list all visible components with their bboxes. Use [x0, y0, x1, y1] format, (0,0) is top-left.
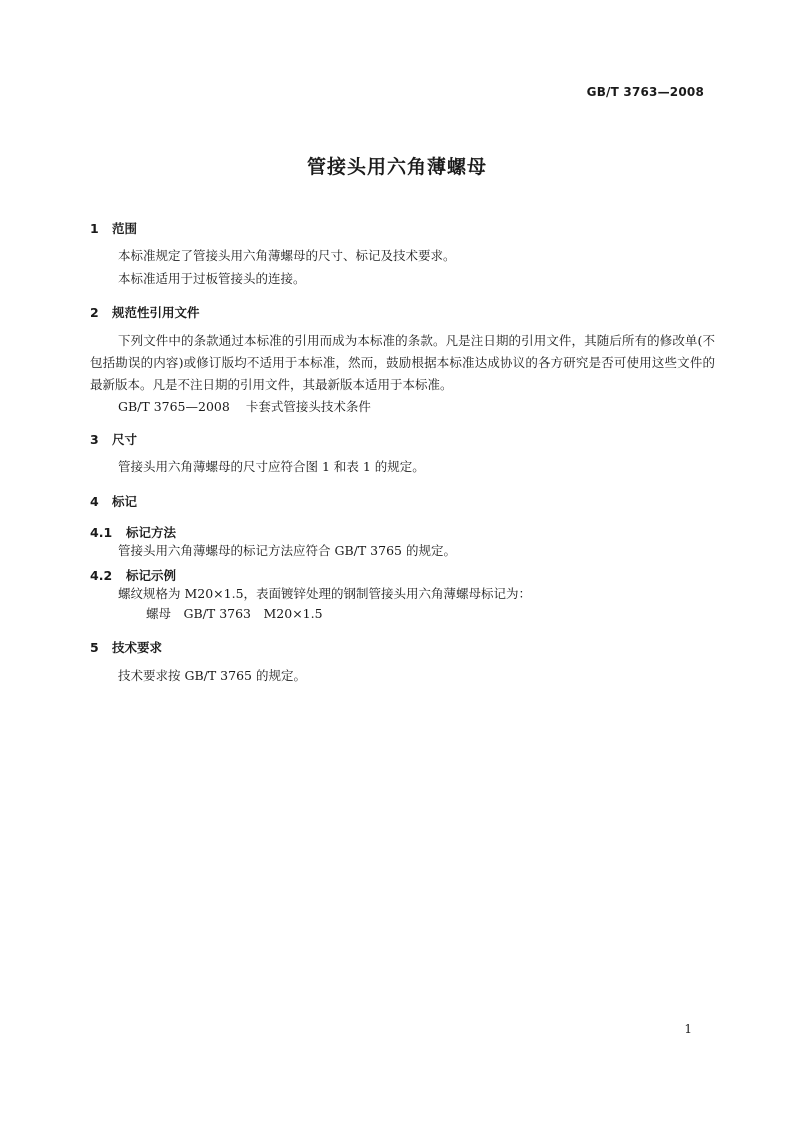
- subsection-4-2-paragraph: 螺纹规格为 M20×1.5，表面镀锌处理的钢制管接头用六角薄螺母标记为：: [118, 586, 532, 601]
- section-number: 5: [90, 640, 99, 655]
- section-title: 范围: [112, 221, 138, 236]
- section-4-heading: [90, 492, 137, 510]
- section-3-paragraph: 管接头用六角薄螺母的尺寸应符合图 1 和表 1 的规定。: [118, 459, 425, 474]
- marking-example: 螺母 GB/T 3763 M20×1.5: [146, 606, 323, 621]
- section-number: 2: [90, 305, 99, 320]
- subsection-title: 标记示例: [126, 568, 177, 583]
- section-title: 规范性引用文件: [112, 305, 200, 320]
- section-1-heading: [90, 219, 137, 237]
- standard-number: GB/T 3763—2008: [586, 85, 704, 99]
- section-number: 3: [90, 432, 99, 447]
- subsection-number: 4.1: [90, 525, 113, 540]
- subsection-4-1-paragraph: 管接头用六角薄螺母的标记方法应符合 GB/T 3765 的规定。: [118, 543, 456, 558]
- section-3-heading: [90, 430, 137, 448]
- section-2-heading: [90, 303, 200, 321]
- section-5-paragraph: 技术要求按 GB/T 3765 的规定。: [118, 668, 306, 683]
- section-title: 标记: [112, 494, 138, 509]
- subsection-4-2-heading: [90, 566, 176, 584]
- section-5-heading: [90, 638, 162, 656]
- section-title: 尺寸: [112, 432, 138, 447]
- section-1-paragraph: 本标准适用于过板管接头的连接。: [118, 271, 306, 286]
- section-number: 4: [90, 494, 99, 509]
- document-title: 管接头用六角薄螺母: [306, 156, 487, 178]
- section-title: 技术要求: [112, 640, 163, 655]
- reference-code: GB/T 3765—2008: [118, 399, 230, 414]
- section-1-paragraph: 本标准规定了管接头用六角薄螺母的尺寸、标记及技术要求。: [118, 248, 456, 263]
- reference-title: 卡套式管接头技术条件: [245, 399, 371, 414]
- normative-reference: [118, 396, 715, 418]
- subsection-number: 4.2: [90, 568, 113, 583]
- subsection-title: 标记方法: [126, 525, 177, 540]
- section-2-intro: 下列文件中的条款通过本标准的引用而成为本标准的条款。凡是注日期的引用文件，其随后所有的修改单(不包括勘误的内容)或修订版均不适用于本标准，然而，鼓励根据本标准达成协议的各方研究是否可使用这些文件的最新版本。凡是不注日期的引用文件，其最新版本适用于本标准。: [90, 333, 715, 392]
- section-number: 1: [90, 221, 99, 236]
- page-number: 1: [684, 1022, 692, 1036]
- subsection-4-1-heading: [90, 523, 176, 541]
